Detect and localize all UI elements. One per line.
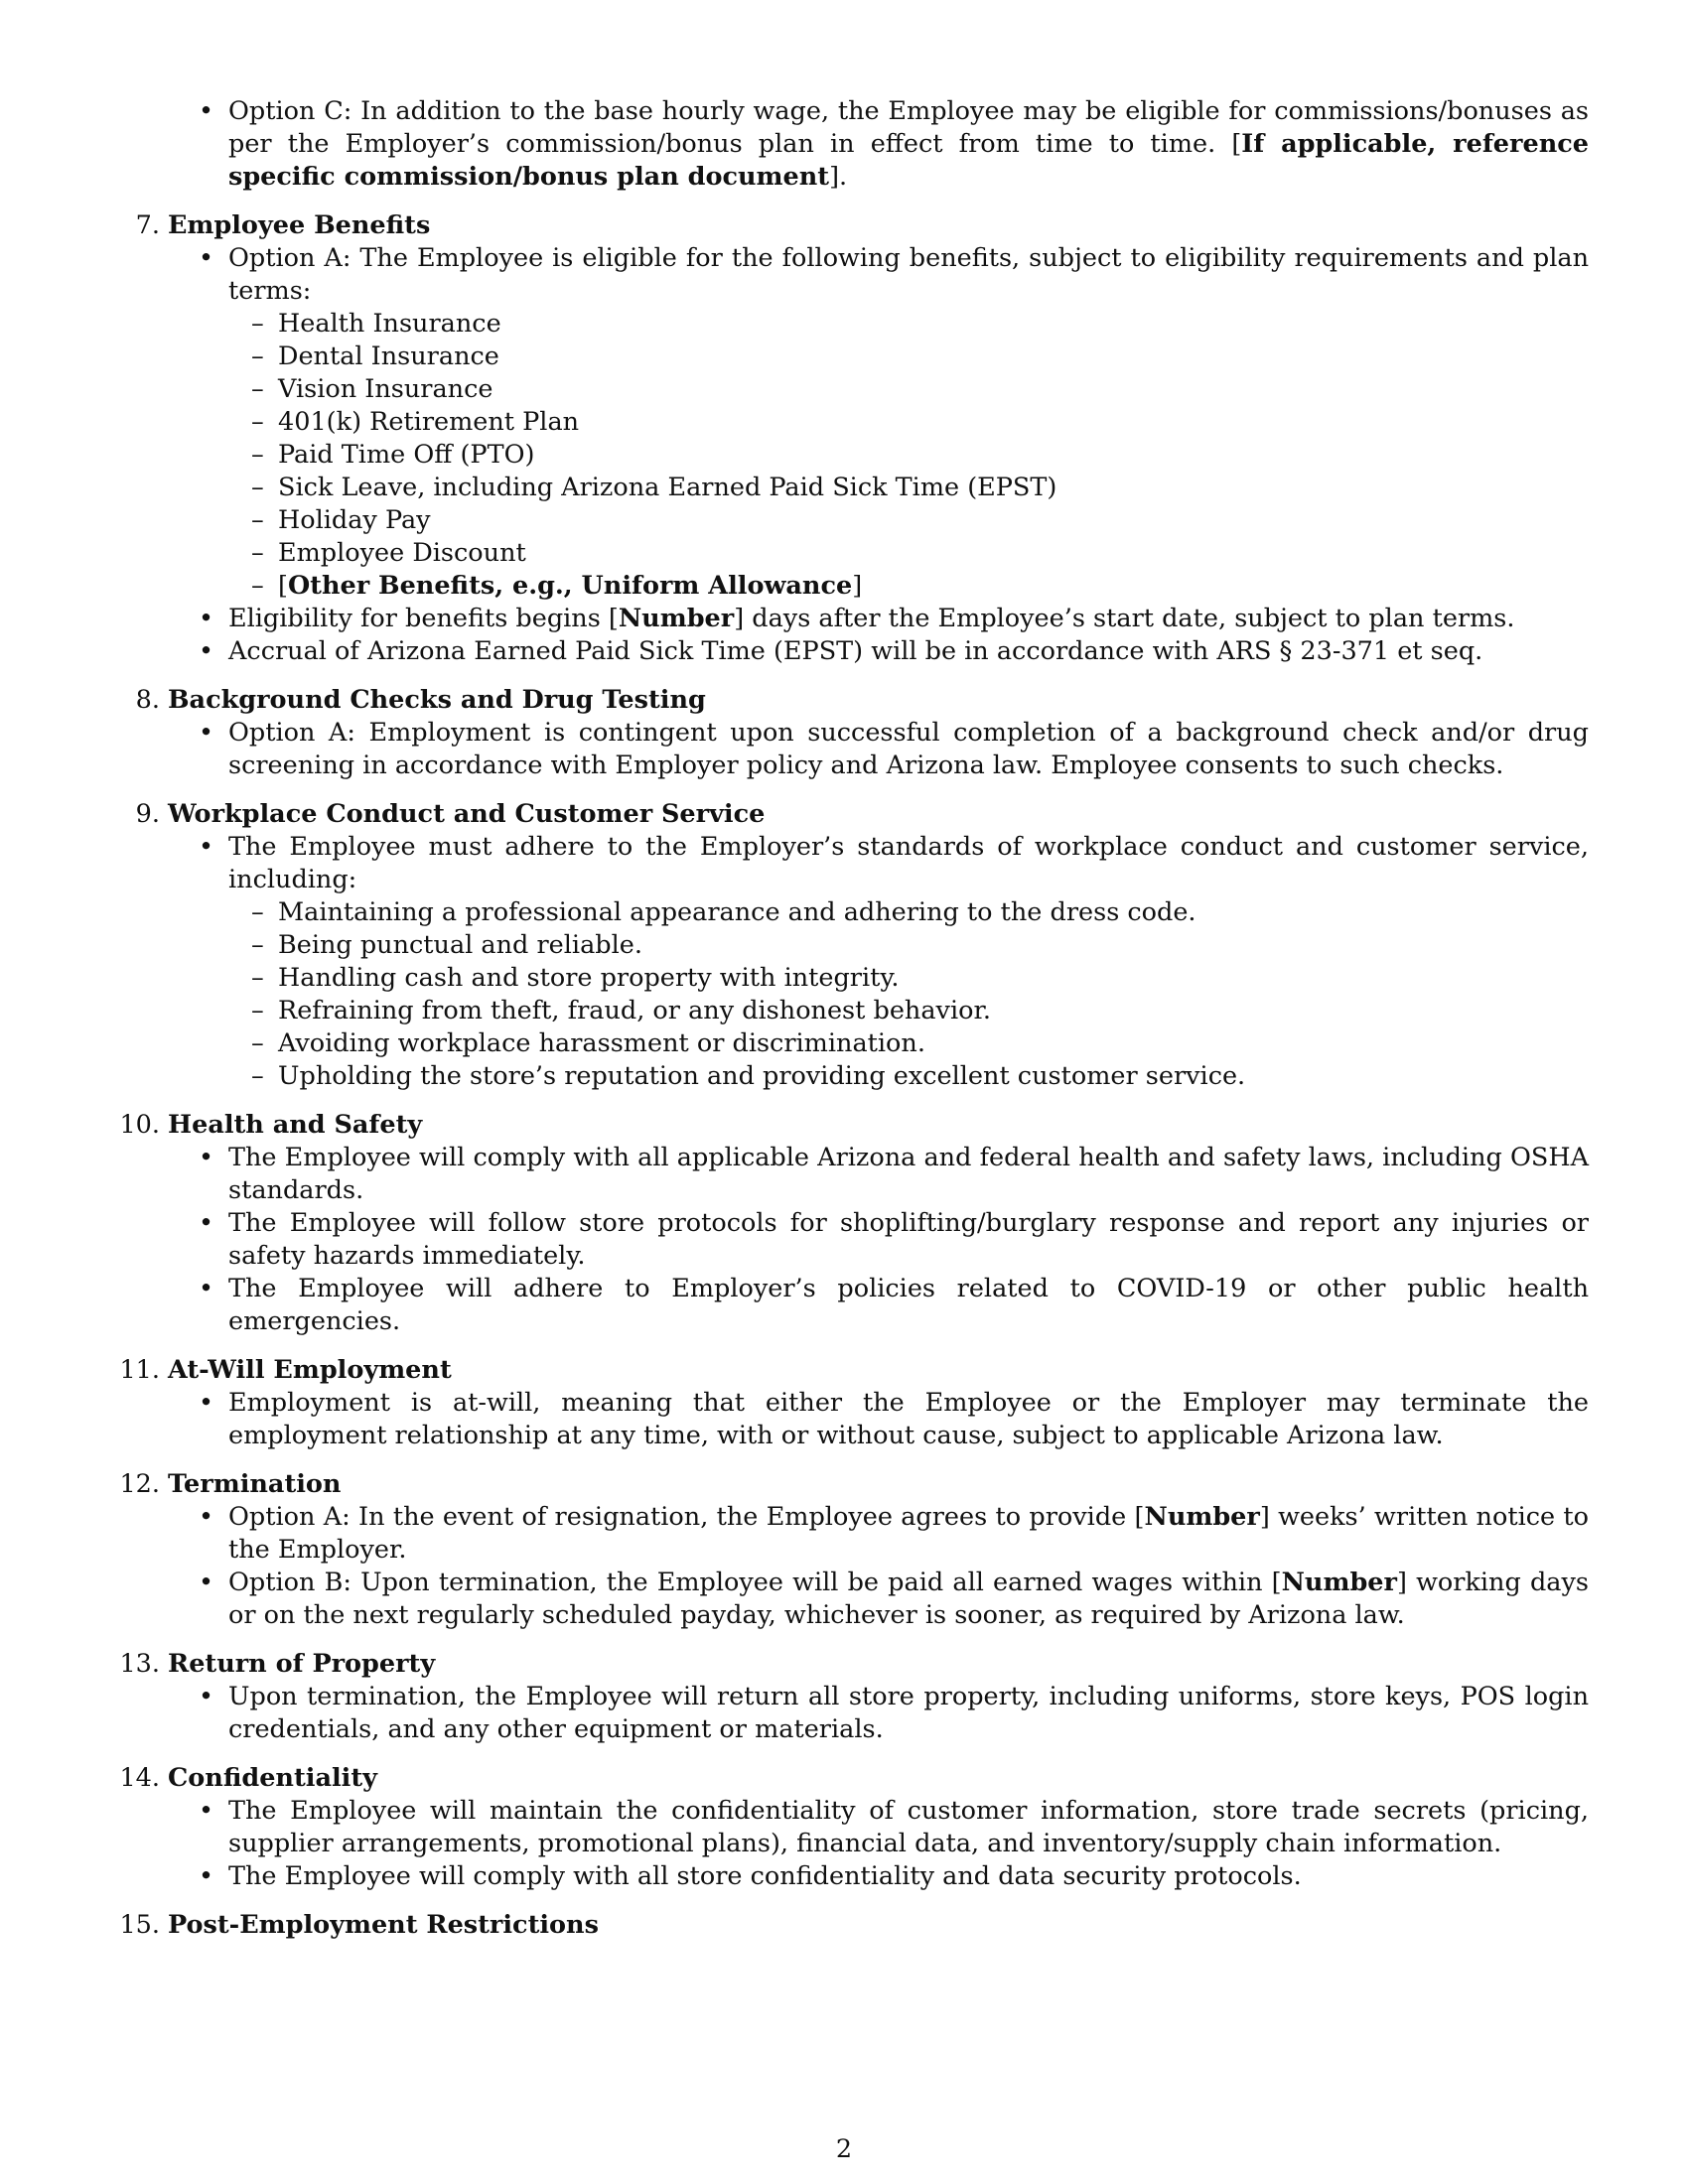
bullet-text <box>228 603 1589 635</box>
text-run: The Employee will comply with all store confidentiality and data security protocols. <box>228 1861 1302 1891</box>
bullet-item <box>117 603 1589 635</box>
bullet-text <box>228 1567 1589 1632</box>
sub-list-item <box>228 341 1589 373</box>
sub-list-item <box>228 896 1589 929</box>
section-number: 8. <box>135 685 160 715</box>
section-bullet-list <box>117 1142 1589 1338</box>
section-heading <box>117 1109 1589 1142</box>
document-body <box>117 95 1589 1942</box>
bold-text-run: Other Benefits, e.g., Uniform Allowance <box>287 571 853 601</box>
text-run: Option A: In the event of resignation, the Employee agrees to provide [ <box>228 1502 1145 1532</box>
bullet-item <box>117 1387 1589 1452</box>
section-heading <box>117 1468 1589 1501</box>
bold-text-run: If applicable, reference specific commission/bonus plan document <box>228 129 1589 192</box>
text-run: The Employee will comply with all applicable Arizona and federal health and safety laws, including OSHA standards. <box>228 1143 1589 1205</box>
text-run: Option C: In addition to the base hourly wage, the Employee may be eligible for commissions/bonuses as per the Employer’s commission/bonus plan in effect from time to time. <box>228 96 1589 159</box>
section <box>117 1468 1589 1632</box>
bold-text-run: Number <box>1144 1502 1260 1532</box>
section-bullet-list <box>117 1501 1589 1632</box>
text-run: Employment is at-will, meaning that either the Employee or the Employer may terminate the employment relationship at any time, with or without cause, subject to applicable Arizona law. <box>228 1388 1589 1450</box>
section-heading <box>117 1354 1589 1387</box>
text-run: Employee Discount <box>278 538 526 568</box>
section-title: Post-Employment Restrictions <box>168 1910 599 1940</box>
section <box>117 1909 1589 1942</box>
bullet-text <box>228 1273 1589 1338</box>
sub-list <box>228 308 1589 603</box>
text-run: ] <box>852 571 863 601</box>
text-run: Refraining from theft, fraud, or any dishonest behavior. <box>278 996 991 1025</box>
text-run: ] working days or on the next regularly scheduled payday, whichever is sooner, as required by Arizona law. <box>228 1568 1589 1630</box>
section-number: 9. <box>135 799 160 829</box>
bullet-item <box>117 635 1589 668</box>
section-number: 13. <box>119 1649 160 1679</box>
sub-list-item <box>228 1060 1589 1093</box>
text-run: Handling cash and store property with integrity. <box>278 963 900 993</box>
sub-list-item <box>228 995 1589 1027</box>
section-title: Employee Benefits <box>168 210 431 240</box>
sub-list-item <box>228 570 1589 603</box>
text-run: Accrual of Arizona Earned Paid Sick Time (EPST) will be in accordance with ARS § 23-371 et seq. <box>228 636 1483 666</box>
section-heading <box>117 684 1589 717</box>
section-number: 12. <box>119 1469 160 1499</box>
bullet-text <box>228 1142 1589 1207</box>
text-run: Option A: The Employee is eligible for the following benefits, subject to eligibility requirements and plan terms: <box>228 243 1589 306</box>
section-bullet-list <box>117 717 1589 782</box>
text-run: [ <box>1231 129 1242 159</box>
sub-list-item <box>228 962 1589 995</box>
text-run: Avoiding workplace harassment or discrimination. <box>278 1028 925 1058</box>
section-heading <box>117 1909 1589 1942</box>
text-run: Vision Insurance <box>278 374 493 404</box>
section-number: 7. <box>135 210 160 240</box>
section-title: Confidentiality <box>168 1763 377 1793</box>
text-run: ] days after the Employee’s start date, subject to plan terms. <box>734 604 1515 633</box>
text-run: Being punctual and reliable. <box>278 930 642 960</box>
section-bullet-list <box>117 1795 1589 1893</box>
sub-list-item <box>228 373 1589 406</box>
text-run: Maintaining a professional appearance and adhering to the dress code. <box>278 897 1196 927</box>
bold-text-run: Number <box>1281 1568 1397 1597</box>
bullet-item <box>117 1860 1589 1893</box>
text-run: Option B: Upon termination, the Employee will be paid all earned wages within [ <box>228 1568 1282 1597</box>
section <box>117 209 1589 668</box>
sub-list-item <box>228 929 1589 962</box>
bullet-item <box>117 1795 1589 1860</box>
sub-list-item <box>228 472 1589 504</box>
bullet-item <box>117 1567 1589 1632</box>
bold-text-run: Number <box>618 604 735 633</box>
sub-list-item <box>228 308 1589 341</box>
section-heading <box>117 1762 1589 1795</box>
section-bullet-list <box>117 831 1589 1093</box>
page-number: 2 <box>835 2134 853 2164</box>
text-run: Dental Insurance <box>278 341 499 371</box>
bullet-text <box>228 1501 1589 1567</box>
section-title: Workplace Conduct and Customer Service <box>168 799 766 829</box>
section-list <box>117 209 1589 1942</box>
text-run: The Employee must adhere to the Employer’s standards of workplace conduct and customer service, including: <box>228 832 1589 894</box>
section-bullet-list <box>117 242 1589 668</box>
section-title: Health and Safety <box>168 1110 423 1140</box>
section-bullet-list <box>117 1387 1589 1452</box>
text-run: Paid Time Off (PTO) <box>278 440 535 470</box>
sub-list-item <box>228 504 1589 537</box>
sub-list-item <box>228 439 1589 472</box>
bullet-text <box>228 635 1589 668</box>
text-run: Sick Leave, including Arizona Earned Paid Sick Time (EPST) <box>278 473 1057 502</box>
bullet-text <box>228 1860 1589 1893</box>
sub-list-item <box>228 406 1589 439</box>
bullet-item <box>117 1273 1589 1338</box>
bullet-item <box>117 1501 1589 1567</box>
text-run: Upon termination, the Employee will return all store property, including uniforms, store keys, POS login credentials, and any other equipment or materials. <box>228 1682 1589 1744</box>
bullet-text <box>228 1795 1589 1860</box>
bullet-text <box>228 242 1589 308</box>
bullet-item <box>117 1681 1589 1746</box>
section-title: At-Will Employment <box>168 1355 452 1385</box>
text-run: Option A: Employment is contingent upon successful completion of a background check and/or drug screening in accordance with Employer policy and Arizona law. Employee consents to such checks. <box>228 718 1589 780</box>
text-run: 401(k) Retirement Plan <box>278 407 580 437</box>
text-run: ] weeks’ written notice to the Employer. <box>228 1502 1590 1565</box>
section <box>117 798 1589 1093</box>
section <box>117 684 1589 782</box>
text-run: The Employee will maintain the confidentiality of customer information, store trade secrets (pricing, supplier arrangements, promotional plans), financial data, and inventory/supply chain information. <box>228 1796 1589 1858</box>
section-heading <box>117 209 1589 242</box>
bullet-item <box>117 95 1589 194</box>
section-number: 11. <box>119 1355 160 1385</box>
text-run: [ <box>278 571 288 601</box>
section <box>117 1109 1589 1338</box>
bullet-text <box>228 717 1589 782</box>
section <box>117 1354 1589 1452</box>
section-title: Background Checks and Drug Testing <box>168 685 706 715</box>
bullet-item <box>117 1207 1589 1273</box>
sub-list-item <box>228 537 1589 570</box>
text-run: Eligibility for benefits begins [ <box>228 604 619 633</box>
section-number: 15. <box>119 1910 160 1940</box>
sub-list-item <box>228 1027 1589 1060</box>
text-run: The Employee will adhere to Employer’s policies related to COVID-19 or other public health emergencies. <box>228 1274 1589 1336</box>
bullet-text <box>228 1387 1589 1452</box>
section-heading <box>117 798 1589 831</box>
section-number: 14. <box>119 1763 160 1793</box>
text-run: Holiday Pay <box>278 505 431 535</box>
intro-bullet-list <box>117 95 1589 194</box>
bullet-text <box>228 1207 1589 1273</box>
section <box>117 1762 1589 1893</box>
text-run: The Employee will follow store protocols for shoplifting/burglary response and report any injuries or safety hazards immediately. <box>228 1208 1589 1271</box>
section-title: Return of Property <box>168 1649 436 1679</box>
text-run: Upholding the store’s reputation and providing excellent customer service. <box>278 1061 1246 1091</box>
text-run: Health Insurance <box>278 309 501 339</box>
bullet-item <box>117 831 1589 1093</box>
section-number: 10. <box>119 1110 160 1140</box>
bullet-text <box>228 95 1589 194</box>
text-run: ]. <box>829 162 848 192</box>
bullet-text <box>228 1681 1589 1746</box>
section-heading <box>117 1648 1589 1681</box>
bullet-text <box>228 831 1589 896</box>
section-bullet-list <box>117 1681 1589 1746</box>
bullet-item <box>117 717 1589 782</box>
bullet-item <box>117 242 1589 603</box>
sub-list <box>228 896 1589 1093</box>
section-title: Termination <box>168 1469 342 1499</box>
bullet-item <box>117 1142 1589 1207</box>
section <box>117 1648 1589 1746</box>
